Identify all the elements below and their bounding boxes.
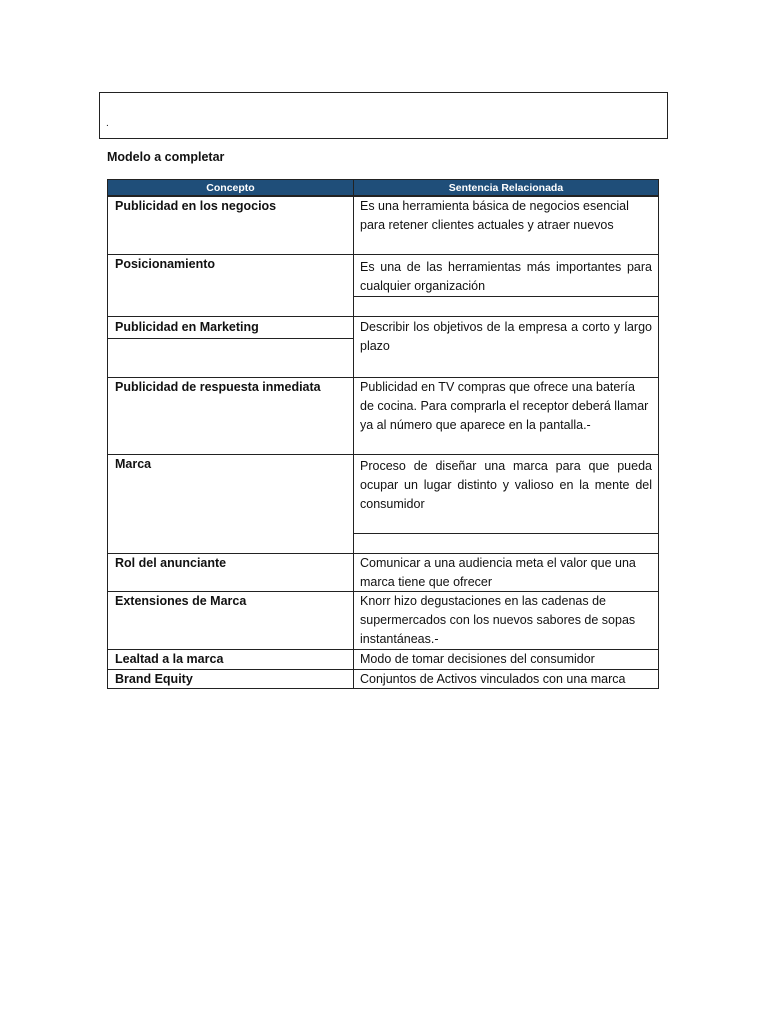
empty-cell [353,296,659,317]
header-concept: Concepto [107,179,354,196]
concept-cell: Lealtad a la marca [107,649,354,670]
concept-cell: Rol del anunciante [107,553,354,592]
sentence-cell: Describir los objetivos de la empresa a corto y largo plazo [353,316,659,378]
concept-cell: Brand Equity [107,669,354,689]
empty-cell [353,533,659,554]
header-sentence: Sentencia Relacionada [353,179,659,196]
empty-cell [107,338,354,378]
concept-cell: Extensiones de Marca [107,591,354,650]
concept-cell: Publicidad en los negocios [107,196,354,255]
box-mark: . [106,118,109,129]
section-subtitle: Modelo a completar [107,150,225,164]
concept-cell: Posicionamiento [107,254,354,317]
sentence-cell: Es una herramienta básica de negocios esencial para retener clientes actuales y atraer nuevos [353,196,659,255]
sentence-cell: Es una de las herramientas más importantes para cualquier organización [353,254,659,297]
sentence-cell: Proceso de diseñar una marca para que pueda ocupar un lugar distinto y valioso en la mente del consumidor [353,454,659,534]
sentence-cell: Knorr hizo degustaciones en las cadenas de supermercados con los nuevos sabores de sopas instantáneas.- [353,591,659,650]
sentence-cell: Comunicar a una audiencia meta el valor que una marca tiene que ofrecer [353,553,659,592]
concept-cell: Publicidad en Marketing [107,316,354,339]
sentence-cell: Conjuntos de Activos vinculados con una marca [353,669,659,689]
sentence-cell: Publicidad en TV compras que ofrece una batería de cocina. Para comprarla el receptor deberá llamar ya al número que aparece en la pantalla.- [353,377,659,455]
sentence-cell: Modo de tomar decisiones del consumidor [353,649,659,670]
top-empty-box [99,92,668,139]
concept-cell: Marca [107,454,354,554]
concept-cell: Publicidad de respuesta inmediata [107,377,354,455]
